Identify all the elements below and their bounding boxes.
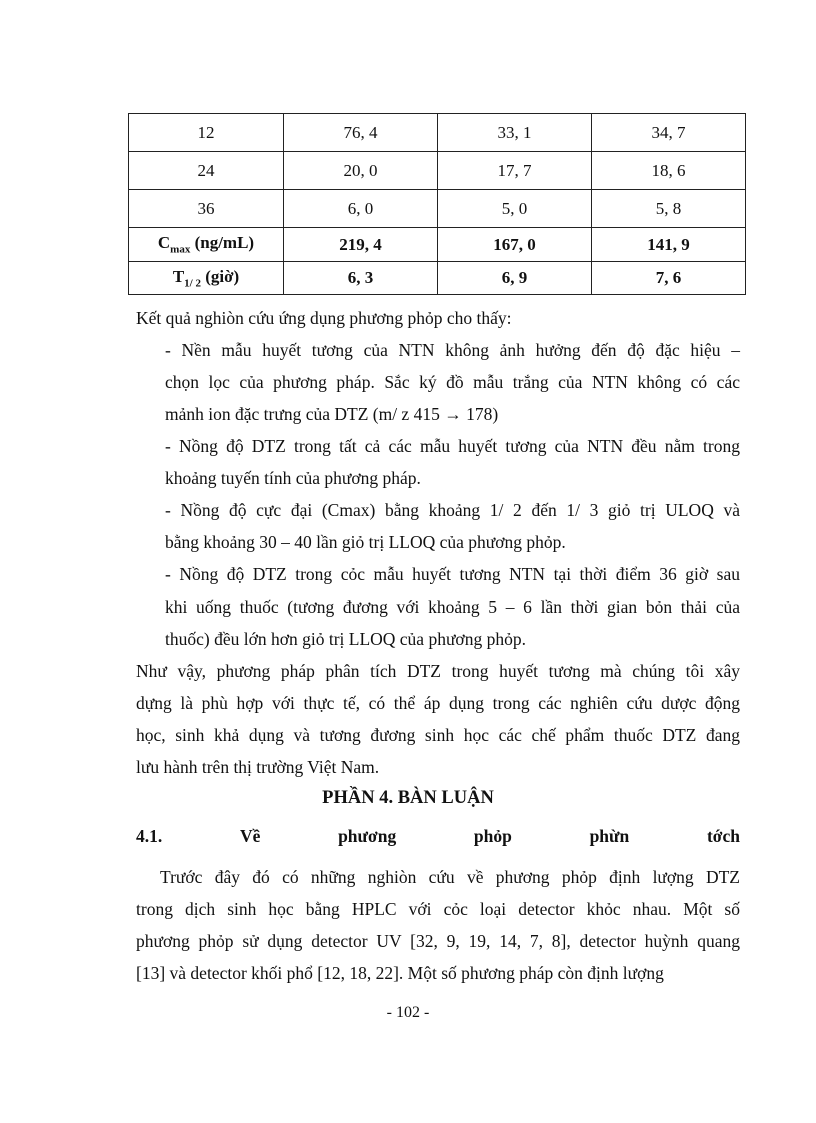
value-cell: 7, 6	[592, 262, 746, 295]
value-cell: 6, 9	[438, 262, 592, 295]
time-cell: 36	[129, 190, 284, 228]
value-cell: 33, 1	[438, 114, 592, 152]
subsection-number: 4.1.	[136, 826, 163, 846]
discussion-line: Trước đây đó có những nghiòn cứu về phương phỏp định lượng DTZ	[160, 867, 740, 887]
bullet-1-line: chọn lọc của phương pháp. Sắc ký đồ mẫu trắng của NTN không có các	[165, 372, 740, 392]
value-cell: 18, 6	[592, 152, 746, 190]
conclusion-line: dựng là phù hợp với thực tế, có thể áp dụng trong các nghiên cứu dược động	[136, 693, 740, 713]
section-title: PHẦN 4. BÀN LUẬN	[322, 788, 494, 808]
results-intro: Kết quả nghiòn cứu ứng dụng phương phỏp cho thấy:	[136, 308, 512, 328]
discussion-line: [13] và detector khối phổ [12, 18, 22]. Một số phương pháp còn định lượng	[136, 963, 664, 983]
bullet-2-line: - Nồng độ DTZ trong tất cả các mẫu huyết tương của NTN đều nằm trong	[165, 436, 740, 456]
bullet-4-line: thuốc) đều lớn hơn giỏ trị LLOQ của phương phỏp.	[165, 629, 526, 649]
table-row	[129, 152, 746, 190]
thalf-label: $T_{1/ 2}$ (giờ)	[129, 262, 284, 295]
value-cell: 20, 0	[284, 152, 438, 190]
subsection-word: phừn	[589, 826, 630, 846]
conclusion-line: học, sinh khả dụng và tương đương sinh học các chế phẩm thuốc DTZ đang	[136, 725, 740, 745]
bullet-1-line: mảnh ion đặc trưng của DTZ (m/ z 415 → 178)	[165, 404, 499, 424]
value-cell: 5, 8	[592, 190, 746, 228]
bullet-1-line: - Nền mẫu huyết tương của NTN không ảnh hưởng đến độ đặc hiệu –	[165, 340, 740, 360]
time-cell: 12	[129, 114, 284, 152]
cmax-row	[129, 228, 746, 262]
thalf-row	[129, 262, 746, 295]
bullet-4-line: - Nồng độ DTZ trong cỏc mẫu huyết tương NTN tại thời điểm 36 giờ sau	[165, 564, 740, 584]
value-cell: 5, 0	[438, 190, 592, 228]
subsection-word: tớch	[706, 826, 740, 846]
value-cell: 34, 7	[592, 114, 746, 152]
pharmacokinetic-table	[128, 113, 746, 295]
value-cell: 76, 4	[284, 114, 438, 152]
value-cell: 17, 7	[438, 152, 592, 190]
discussion-line: phương phỏp sử dụng detector UV [32, 9, 19, 14, 7, 8], detector huỳnh quang	[136, 931, 740, 951]
value-cell: 219, 4	[284, 228, 438, 262]
value-cell: 6, 0	[284, 190, 438, 228]
conclusion-line: lưu hành trên thị trường Việt Nam.	[136, 757, 380, 777]
subsection-word: Về	[239, 826, 261, 846]
subsection-title	[136, 826, 740, 847]
bullet-3-line: - Nồng độ cực đại (Cmax) bằng khoảng 1/ 2 đến 1/ 3 giỏ trị ULOQ và	[165, 500, 740, 520]
value-cell: 6, 3	[284, 262, 438, 295]
subsection-word: phỏp	[473, 826, 512, 846]
table-row	[129, 114, 746, 152]
conclusion-line: Như vậy, phương pháp phân tích DTZ trong huyết tương mà chúng tôi xây	[136, 661, 740, 681]
bullet-3-line: bằng khoảng 30 – 40 lần giỏ trị LLOQ của phương phỏp.	[165, 532, 566, 552]
subsection-word: phương	[338, 826, 397, 846]
value-cell: 141, 9	[592, 228, 746, 262]
page-number: - 102 -	[386, 1004, 430, 1021]
discussion-line: trong dịch sinh học bằng HPLC với cỏc loại detector khỏc nhau. Một số	[136, 899, 740, 919]
value-cell: 167, 0	[438, 228, 592, 262]
table-row	[129, 190, 746, 228]
bullet-4-line: khi uống thuốc (tương đương với khoảng 5 – 6 lần thời gian bỏn thải của	[165, 597, 740, 617]
cmax-label: $C_{max}$ (ng/mL)	[129, 228, 284, 262]
time-cell: 24	[129, 152, 284, 190]
bullet-2-line: khoảng tuyến tính của phương pháp.	[165, 468, 421, 488]
